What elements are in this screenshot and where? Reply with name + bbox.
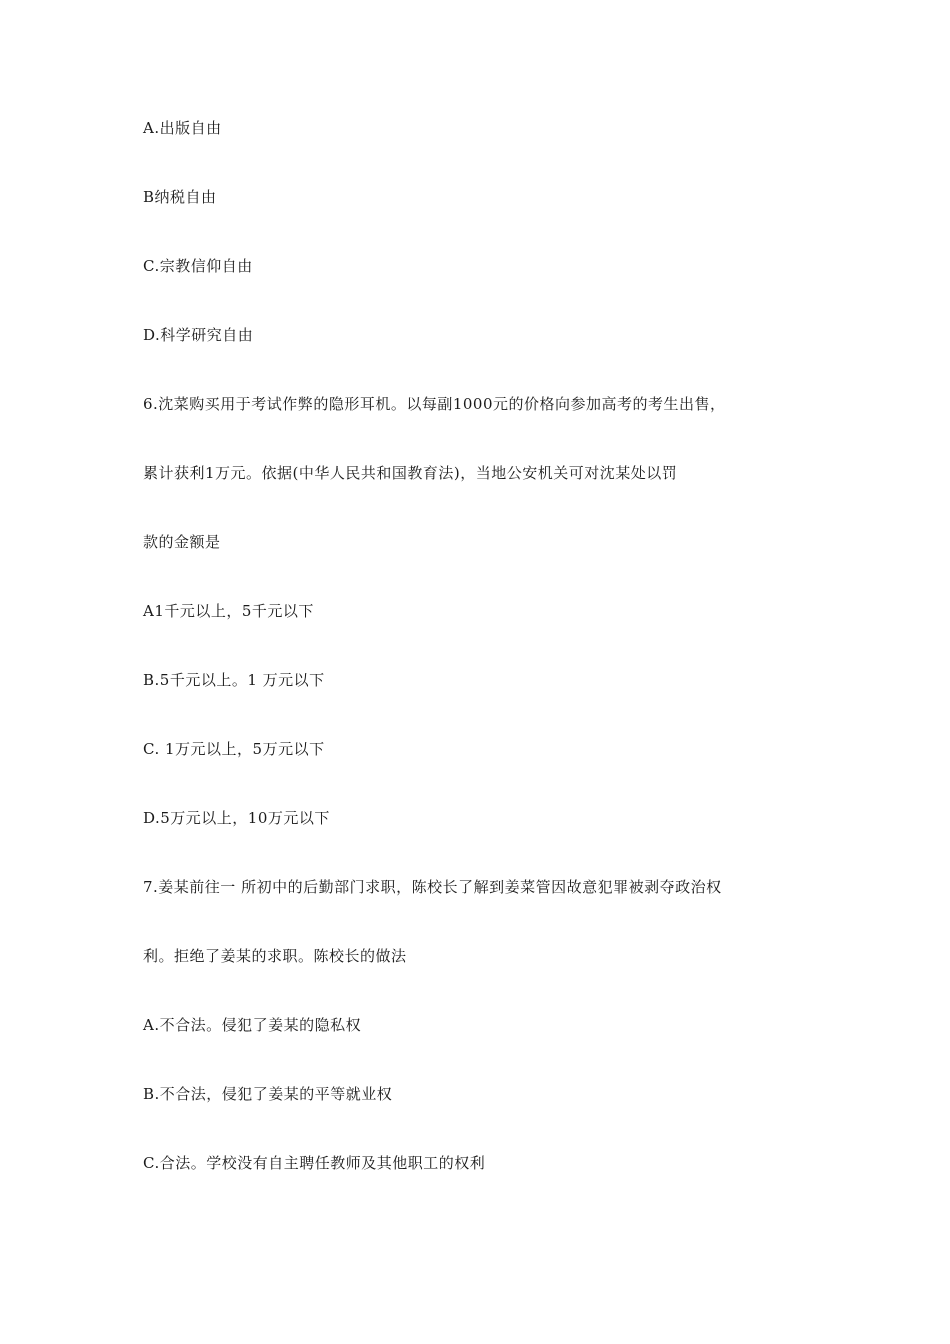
q7-option-a: A.不合法。侵犯了姜某的隐私权 (143, 1016, 362, 1034)
q6-option-a: A1千元以上，5千元以下 (143, 602, 314, 620)
q5-option-b: B纳税自由 (143, 188, 217, 206)
q6-option-c: C. 1万元以上，5万元以下 (143, 740, 325, 758)
q7-option-c: C.合法。学校没有自主聘任教师及其他职工的权利 (143, 1154, 486, 1172)
q5-option-c: C.宗教信仰自由 (143, 257, 253, 275)
q6-stem-line-2: 累计获利1万元。依据(中华人民共和国教育法)，当地公安机关可对沈某处以罚 (143, 464, 678, 482)
q5-option-a: A.出版自由 (143, 119, 222, 137)
q7-stem-line-1: 7.姜某前往一 所初中的后勤部门求职，陈校长了解到姜菜管因故意犯罪被剥夺政治权 (143, 878, 722, 896)
q7-stem-line-2: 利。拒绝了姜某的求职。陈校长的做法 (143, 947, 407, 965)
q6-stem-line-3: 款的金额是 (143, 533, 221, 551)
q5-option-d: D.科学研究自由 (143, 326, 254, 344)
q6-option-d: D.5万元以上，10万元以下 (143, 809, 330, 827)
q6-stem-line-1: 6.沈菜购买用于考试作弊的隐形耳机。以每副1000元的价格向参加高考的考生出售， (143, 395, 726, 413)
q6-option-b: B.5千元以上。1 万元以下 (143, 671, 325, 689)
q7-option-b: B.不合法，侵犯了姜某的平等就业权 (143, 1085, 393, 1103)
